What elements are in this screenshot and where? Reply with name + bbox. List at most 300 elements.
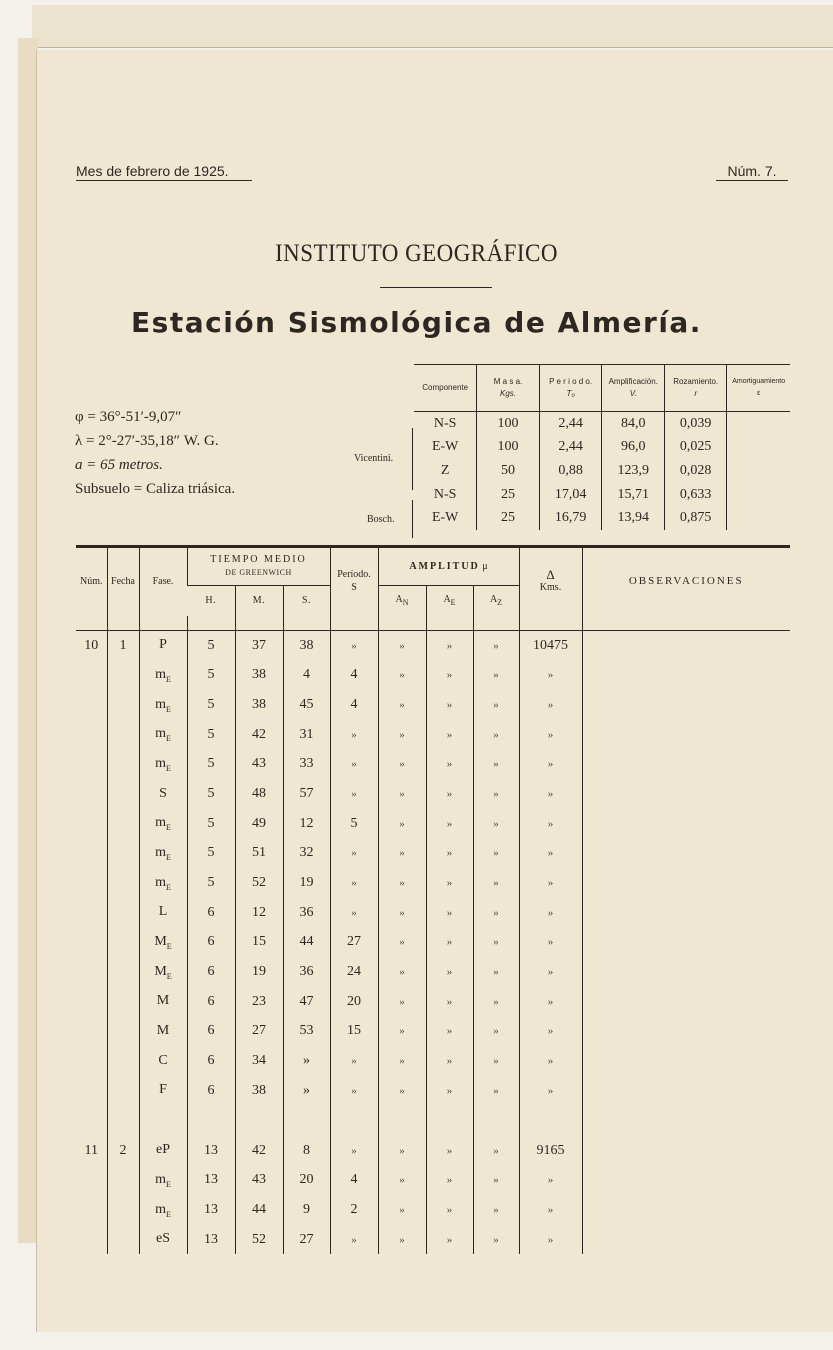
cell-az: »: [473, 720, 519, 750]
cell-periodo: »: [330, 720, 378, 750]
cell-fase: $M_E$: [139, 928, 187, 958]
header-s: S.: [283, 586, 330, 616]
cell-second: 53: [283, 1017, 330, 1047]
cell-periodo: »: [330, 779, 378, 809]
cell-roz: 0,875: [665, 506, 727, 530]
cell-amort: [727, 506, 790, 530]
cell-hour: 6: [187, 928, 235, 958]
header-fecha: Fecha: [107, 547, 139, 616]
cell-az: »: [473, 690, 519, 720]
cell-masa: 25: [477, 506, 539, 530]
cell-ae: »: [426, 690, 473, 720]
cell-fecha: [107, 898, 139, 928]
cell-observaciones: [582, 1076, 790, 1106]
cell-az: »: [473, 987, 519, 1017]
cell-ae: »: [426, 928, 473, 958]
cell-num: 11: [84, 1142, 98, 1158]
cell-masa: 25: [477, 483, 539, 507]
cell-observaciones: [582, 868, 790, 898]
station-title: Estación Sismológica de Almería.: [131, 306, 702, 339]
cell-an: »: [378, 1076, 426, 1106]
cell-comp: N-S: [433, 486, 457, 502]
cell-periodo: »: [330, 1225, 378, 1255]
title-divider: [380, 287, 492, 288]
cell-num: [76, 779, 107, 809]
header-periodo: Período. S: [330, 547, 378, 616]
cell-minute: 37: [235, 630, 283, 660]
cell-fase: M: [139, 1017, 187, 1047]
cell-fecha: [107, 928, 139, 958]
cell-az: »: [473, 1017, 519, 1047]
cell-minute: 19: [235, 957, 283, 987]
instrument-row: [414, 506, 790, 530]
cell-az: »: [473, 868, 519, 898]
cell-minute: 27: [235, 1017, 283, 1047]
subsoil: Subsuelo = Caliza triásica.: [75, 481, 236, 497]
cell-az: »: [473, 1136, 519, 1166]
cell-az: »: [473, 1165, 519, 1195]
cell-periodo: 27: [330, 928, 378, 958]
cell-amort: [727, 483, 790, 507]
cell-second: 9: [283, 1195, 330, 1225]
cell-observaciones: [582, 749, 790, 779]
cell-minute: 52: [235, 1225, 283, 1255]
cell-num: 10: [84, 637, 99, 653]
header-ae: $A_E$: [426, 586, 473, 616]
header-tiempo-medio: TIEMPO MEDIO DE GREENWICH: [187, 547, 330, 586]
cell-hour: 6: [187, 1017, 235, 1047]
cell-hour: 6: [187, 898, 235, 928]
altitude: a = 65 metros.: [75, 457, 163, 473]
cell-observaciones: [582, 809, 790, 839]
cell-an: »: [378, 957, 426, 987]
cell-fase: F: [139, 1076, 187, 1106]
cell-minute: 34: [235, 1046, 283, 1076]
header-masa: M a s a. Kgs.: [477, 365, 539, 412]
cell-fecha: [107, 957, 139, 987]
back-sheet-edge: [18, 38, 38, 1243]
cell-delta: »: [519, 1195, 582, 1225]
cell-fecha: [107, 1165, 139, 1195]
cell-second: 27: [283, 1225, 330, 1255]
cell-minute: 15: [235, 928, 283, 958]
cell-fase: $m_E$: [139, 1165, 187, 1195]
cell-ae: »: [426, 1046, 473, 1076]
cell-periodo: »: [330, 749, 378, 779]
instrument-row: [414, 459, 790, 483]
cell-num: [76, 898, 107, 928]
header-separator-row: [76, 616, 790, 631]
cell-fecha: [107, 987, 139, 1017]
cell-delta: »: [519, 720, 582, 750]
cell-delta: »: [519, 809, 582, 839]
cell-delta: 10475: [519, 630, 582, 660]
header-az: $A_Z$: [473, 586, 519, 616]
cell-periodo: 17,04: [539, 483, 602, 507]
cell-second: 36: [283, 898, 330, 928]
cell-delta: »: [519, 987, 582, 1017]
cell-delta: »: [519, 660, 582, 690]
cell-ae: »: [426, 868, 473, 898]
cell-an: »: [378, 779, 426, 809]
cell-periodo: »: [330, 898, 378, 928]
cell-fase: C: [139, 1046, 187, 1076]
cell-fase: $m_E$: [139, 839, 187, 869]
cell-delta: »: [519, 898, 582, 928]
cell-periodo: 24: [330, 957, 378, 987]
table-row: [76, 720, 790, 750]
cell-delta: »: [519, 749, 582, 779]
cell-fase: eP: [139, 1136, 187, 1166]
cell-minute: 38: [235, 660, 283, 690]
header-an: $A_N$: [378, 586, 426, 616]
cell-minute: 51: [235, 839, 283, 869]
instrument-row: [414, 412, 790, 436]
cell-observaciones: [582, 1136, 790, 1166]
table-row: [76, 987, 790, 1017]
cell-second: 45: [283, 690, 330, 720]
cell-an: »: [378, 1017, 426, 1047]
cell-second: 19: [283, 868, 330, 898]
cell-num: [76, 868, 107, 898]
cell-hour: 6: [187, 1076, 235, 1106]
cell-observaciones: [582, 720, 790, 750]
cell-periodo: »: [330, 1046, 378, 1076]
cell-an: »: [378, 660, 426, 690]
cell-second: 8: [283, 1136, 330, 1166]
cell-az: »: [473, 957, 519, 987]
cell-ae: »: [426, 987, 473, 1017]
longitude: λ = 2°-27′-35,18″ W. G.: [75, 433, 219, 449]
cell-hour: 13: [187, 1165, 235, 1195]
cell-an: »: [378, 868, 426, 898]
cell-delta: »: [519, 928, 582, 958]
cell-observaciones: [582, 630, 790, 660]
cell-delta: 9165: [519, 1136, 582, 1166]
cell-hour: 13: [187, 1136, 235, 1166]
cell-delta: »: [519, 1165, 582, 1195]
cell-an: »: [378, 809, 426, 839]
cell-ampl: 15,71: [602, 483, 665, 507]
cell-an: »: [378, 720, 426, 750]
cell-an: »: [378, 898, 426, 928]
cell-minute: 52: [235, 868, 283, 898]
cell-second: 57: [283, 779, 330, 809]
table-row: [76, 839, 790, 869]
cell-num: [76, 1195, 107, 1225]
cell-fase: $m_E$: [139, 1195, 187, 1225]
cell-periodo: »: [330, 1076, 378, 1106]
cell-fecha: [107, 690, 139, 720]
table-row: [76, 957, 790, 987]
cell-observaciones: [582, 928, 790, 958]
header-amortiguamiento: Amortiguamiento ε: [727, 365, 790, 412]
header-periodo: P e r i o d o. T₀: [539, 365, 602, 412]
cell-periodo: 4: [330, 660, 378, 690]
cell-masa: 100: [477, 412, 539, 436]
cell-delta: »: [519, 690, 582, 720]
cell-fecha: [107, 1225, 139, 1255]
cell-fecha: [107, 720, 139, 750]
cell-second: 4: [283, 660, 330, 690]
top-page-edge: [32, 5, 833, 48]
table-row: [76, 868, 790, 898]
cell-ae: »: [426, 1136, 473, 1166]
cell-fase: P: [139, 630, 187, 660]
cell-periodo: 4: [330, 1165, 378, 1195]
cell-minute: 38: [235, 690, 283, 720]
cell-delta: »: [519, 839, 582, 869]
cell-ae: »: [426, 749, 473, 779]
table-row: [76, 809, 790, 839]
cell-minute: 44: [235, 1195, 283, 1225]
cell-num: [76, 660, 107, 690]
cell-az: »: [473, 1195, 519, 1225]
cell-fecha: [107, 1195, 139, 1225]
cell-ampl: 84,0: [602, 412, 665, 436]
header-observaciones: OBSERVACIONES: [582, 547, 790, 616]
cell-delta: »: [519, 1017, 582, 1047]
cell-ampl: 123,9: [602, 459, 665, 483]
cell-ae: »: [426, 720, 473, 750]
cell-periodo: 2,44: [539, 412, 602, 436]
cell-amort: [727, 412, 790, 436]
header-delta: Δ Kms.: [519, 547, 582, 616]
cell-hour: 5: [187, 720, 235, 750]
cell-fecha: [107, 749, 139, 779]
cell-an: »: [378, 1046, 426, 1076]
cell-minute: 42: [235, 1136, 283, 1166]
cell-ae: »: [426, 839, 473, 869]
cell-num: [76, 987, 107, 1017]
table-row: [76, 1017, 790, 1047]
cell-fecha: [107, 1076, 139, 1106]
cell-second: 38: [283, 630, 330, 660]
cell-hour: 13: [187, 1225, 235, 1255]
cell-observaciones: [582, 1195, 790, 1225]
cell-an: »: [378, 1136, 426, 1166]
cell-fase: $m_E$: [139, 660, 187, 690]
cell-num: [76, 1225, 107, 1255]
header-m: M.: [235, 586, 283, 616]
cell-fase: $M_E$: [139, 957, 187, 987]
table-row: [76, 1076, 790, 1106]
cell-az: »: [473, 660, 519, 690]
table-row: [76, 1165, 790, 1195]
cell-observaciones: [582, 839, 790, 869]
cell-fecha: [107, 1017, 139, 1047]
cell-second: 44: [283, 928, 330, 958]
cell-observaciones: [582, 987, 790, 1017]
cell-fase: $m_E$: [139, 749, 187, 779]
cell-periodo: 5: [330, 809, 378, 839]
table-row: [76, 1046, 790, 1076]
bulletin-number: Núm. 7.: [716, 163, 788, 181]
cell-fase: $m_E$: [139, 809, 187, 839]
cell-hour: 5: [187, 839, 235, 869]
cell-second: 32: [283, 839, 330, 869]
cell-an: »: [378, 690, 426, 720]
event-gap-row: [76, 1106, 790, 1136]
cell-observaciones: [582, 957, 790, 987]
cell-second: 47: [283, 987, 330, 1017]
cell-fecha: [107, 1046, 139, 1076]
cell-fecha: [107, 809, 139, 839]
cell-az: »: [473, 749, 519, 779]
table-row: [76, 779, 790, 809]
table-header-row-1: [76, 547, 790, 586]
vicentini-brace: [412, 428, 413, 490]
cell-ae: »: [426, 898, 473, 928]
cell-roz: 0,039: [665, 412, 727, 436]
cell-delta: »: [519, 957, 582, 987]
cell-fecha: [107, 779, 139, 809]
cell-observaciones: [582, 898, 790, 928]
cell-delta: »: [519, 1076, 582, 1106]
cell-hour: 5: [187, 660, 235, 690]
cell-ae: »: [426, 957, 473, 987]
cell-observaciones: [582, 779, 790, 809]
cell-ae: »: [426, 1225, 473, 1255]
cell-az: »: [473, 809, 519, 839]
cell-num: [76, 720, 107, 750]
cell-num: [76, 957, 107, 987]
cell-az: »: [473, 839, 519, 869]
cell-ae: »: [426, 1195, 473, 1225]
cell-az: »: [473, 779, 519, 809]
cell-hour: 5: [187, 749, 235, 779]
cell-observaciones: [582, 690, 790, 720]
cell-fecha: [107, 839, 139, 869]
cell-periodo: 4: [330, 690, 378, 720]
cell-delta: »: [519, 1225, 582, 1255]
cell-num: [76, 809, 107, 839]
cell-ae: »: [426, 1165, 473, 1195]
cell-ampl: 13,94: [602, 506, 665, 530]
cell-observaciones: [582, 1165, 790, 1195]
header-amplitud: AMPLITUD μ: [378, 547, 519, 586]
cell-periodo: 2: [330, 1195, 378, 1225]
cell-hour: 5: [187, 690, 235, 720]
instrument-row: [414, 436, 790, 460]
cell-hour: 6: [187, 1046, 235, 1076]
cell-an: »: [378, 630, 426, 660]
cell-delta: »: [519, 779, 582, 809]
cell-roz: 0,025: [665, 436, 727, 460]
cell-minute: 12: [235, 898, 283, 928]
cell-periodo: 20: [330, 987, 378, 1017]
cell-hour: 5: [187, 809, 235, 839]
cell-hour: 6: [187, 987, 235, 1017]
cell-observaciones: [582, 660, 790, 690]
table-row: [76, 749, 790, 779]
cell-comp: Z: [440, 462, 450, 478]
cell-masa: 100: [477, 436, 539, 460]
table-row: [76, 630, 790, 660]
cell-periodo: 16,79: [539, 506, 602, 530]
bosch-brace: [412, 500, 413, 538]
cell-delta: »: [519, 1046, 582, 1076]
table-row: [76, 690, 790, 720]
cell-second: 12: [283, 809, 330, 839]
cell-masa: 50: [477, 459, 539, 483]
cell-minute: 49: [235, 809, 283, 839]
cell-ae: »: [426, 779, 473, 809]
cell-an: »: [378, 1225, 426, 1255]
station-coordinates: [75, 405, 235, 501]
header-componente: Componente: [414, 365, 477, 412]
cell-fase: $m_E$: [139, 868, 187, 898]
cell-num: [76, 1165, 107, 1195]
cell-hour: 5: [187, 630, 235, 660]
cell-second: 33: [283, 749, 330, 779]
cell-ae: »: [426, 660, 473, 690]
cell-second: 36: [283, 957, 330, 987]
cell-fase: S: [139, 779, 187, 809]
observations-table: [76, 547, 790, 1254]
cell-observaciones: [582, 1017, 790, 1047]
cell-an: »: [378, 839, 426, 869]
cell-periodo: »: [330, 630, 378, 660]
cell-minute: 43: [235, 1165, 283, 1195]
cell-num: [76, 839, 107, 869]
cell-periodo: »: [330, 1136, 378, 1166]
cell-az: »: [473, 1225, 519, 1255]
cell-comp: N-S: [433, 415, 457, 431]
cell-hour: 13: [187, 1195, 235, 1225]
cell-az: »: [473, 1076, 519, 1106]
cell-num: [76, 1076, 107, 1106]
cell-comp: E-W: [431, 439, 459, 455]
cell-fecha: [107, 868, 139, 898]
cell-ae: »: [426, 630, 473, 660]
cell-delta: »: [519, 868, 582, 898]
table-row: [76, 1136, 790, 1166]
cell-ae: »: [426, 1076, 473, 1106]
cell-minute: 23: [235, 987, 283, 1017]
cell-hour: 5: [187, 779, 235, 809]
cell-periodo: »: [330, 839, 378, 869]
cell-an: »: [378, 749, 426, 779]
header-fase: Fase.: [139, 547, 187, 616]
header-rozamiento: Rozamiento. r: [665, 365, 727, 412]
cell-ae: »: [426, 809, 473, 839]
vicentini-label: Vicentini.: [354, 453, 394, 464]
cell-fecha: 2: [107, 1136, 139, 1166]
table-row: [76, 898, 790, 928]
cell-ae: »: [426, 1017, 473, 1047]
cell-comp: E-W: [431, 510, 459, 526]
cell-an: »: [378, 1195, 426, 1225]
cell-periodo: »: [330, 868, 378, 898]
cell-second: 31: [283, 720, 330, 750]
bosch-label: Bosch.: [367, 514, 395, 525]
cell-az: »: [473, 630, 519, 660]
cell-minute: 48: [235, 779, 283, 809]
cell-minute: 42: [235, 720, 283, 750]
cell-num: [76, 749, 107, 779]
cell-az: »: [473, 1046, 519, 1076]
cell-roz: 0,633: [665, 483, 727, 507]
cell-an: »: [378, 987, 426, 1017]
cell-fase: L: [139, 898, 187, 928]
cell-fase: $m_E$: [139, 720, 187, 750]
cell-an: »: [378, 1165, 426, 1195]
instrument-row: [414, 483, 790, 507]
cell-amort: [727, 459, 790, 483]
cell-periodo: 0,88: [539, 459, 602, 483]
cell-ampl: 96,0: [602, 436, 665, 460]
